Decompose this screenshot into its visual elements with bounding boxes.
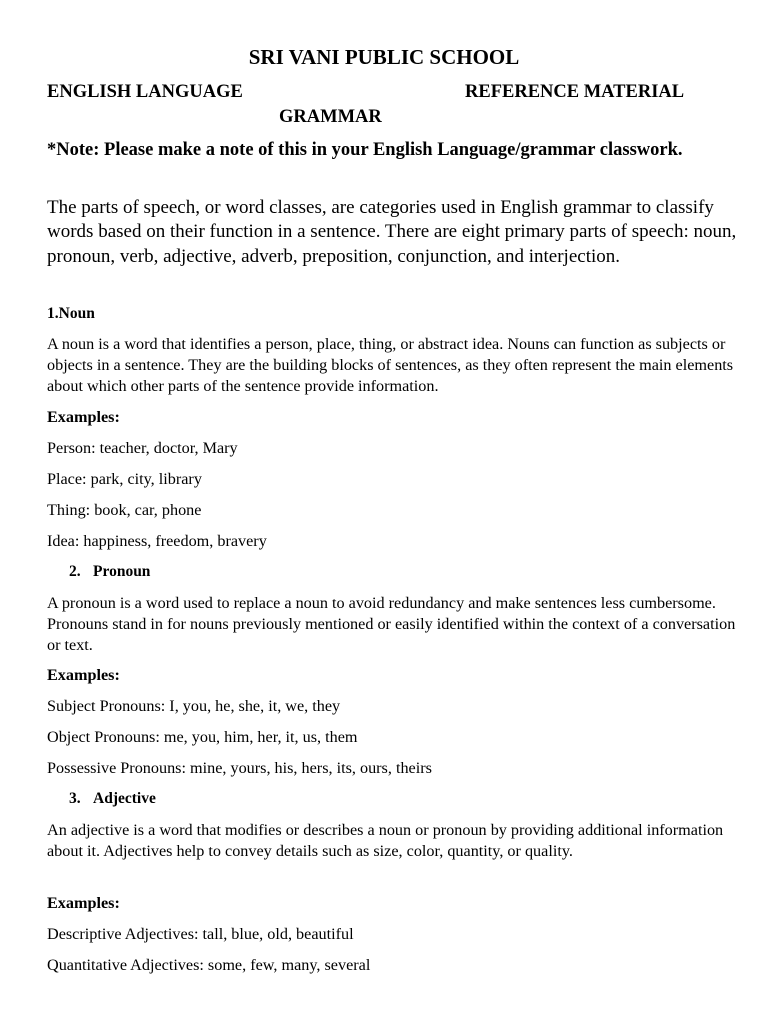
section-number: 1. — [47, 305, 59, 322]
topic-heading: GRAMMAR — [279, 107, 382, 127]
section-title-noun — [47, 304, 95, 324]
pronoun-example-item: Possessive Pronouns: mine, yours, his, hers, its, ours, theirs — [47, 759, 432, 777]
noun-example-item: Thing: book, car, phone — [47, 501, 202, 519]
intro-paragraph: The parts of speech, or word classes, are categories used in English grammar to classify words based on their function in a sentence. There are eight primary parts of speech: noun, pronoun, verb, adjective, adverb, preposition, conjunction, and interjection. — [47, 197, 737, 267]
section-title-pronoun — [69, 562, 150, 582]
adjective-examples-label: Examples: — [47, 894, 120, 912]
material-heading: REFERENCE MATERIAL — [465, 82, 685, 102]
pronoun-examples-label: Examples: — [47, 666, 120, 684]
section-title-text: Noun — [58, 305, 95, 322]
section-title-adjective — [69, 789, 156, 809]
noun-example-item: Idea: happiness, freedom, bravery — [47, 532, 267, 550]
school-name: SRI VANI PUBLIC SCHOOL — [248, 45, 520, 69]
adjective-definition: An adjective is a word that modifies or describes a noun or pronoun by providing additional information about it. Adjectives help to convey details such as size, color, quantity, or quality. — [47, 821, 724, 860]
noun-definition: A noun is a word that identifies a person, place, thing, or abstract idea. Nouns can function as subjects or objects in a sentence. They are the building blocks of sentences, as they often represent the main elements about which other parts of the sentence provide information. — [47, 335, 734, 395]
noun-example-item: Place: park, city, library — [47, 470, 202, 488]
section-title-text: Adjective — [93, 790, 156, 807]
adjective-example-item: Quantitative Adjectives: some, few, many, several — [47, 956, 371, 974]
section-number: 3. — [69, 790, 81, 807]
adjective-example-item: Descriptive Adjectives: tall, blue, old, beautiful — [47, 925, 354, 943]
pronoun-example-item: Object Pronouns: me, you, him, her, it, us, them — [47, 728, 358, 746]
pronoun-definition: A pronoun is a word used to replace a noun to avoid redundancy and make sentences less cumbersome. Pronouns stand in for nouns previously mentioned or easily identified within the context of a conversation or text. — [47, 594, 736, 654]
classwork-note: *Note: Please make a note of this in your English Language/grammar classwork. — [47, 140, 683, 160]
noun-examples-label: Examples: — [47, 408, 120, 426]
section-title-text: Pronoun — [93, 563, 151, 580]
subject-heading: ENGLISH LANGUAGE — [47, 82, 243, 102]
noun-example-item: Person: teacher, doctor, Mary — [47, 439, 238, 457]
section-number: 2. — [69, 563, 81, 580]
pronoun-example-item: Subject Pronouns: I, you, he, she, it, we, they — [47, 697, 341, 715]
